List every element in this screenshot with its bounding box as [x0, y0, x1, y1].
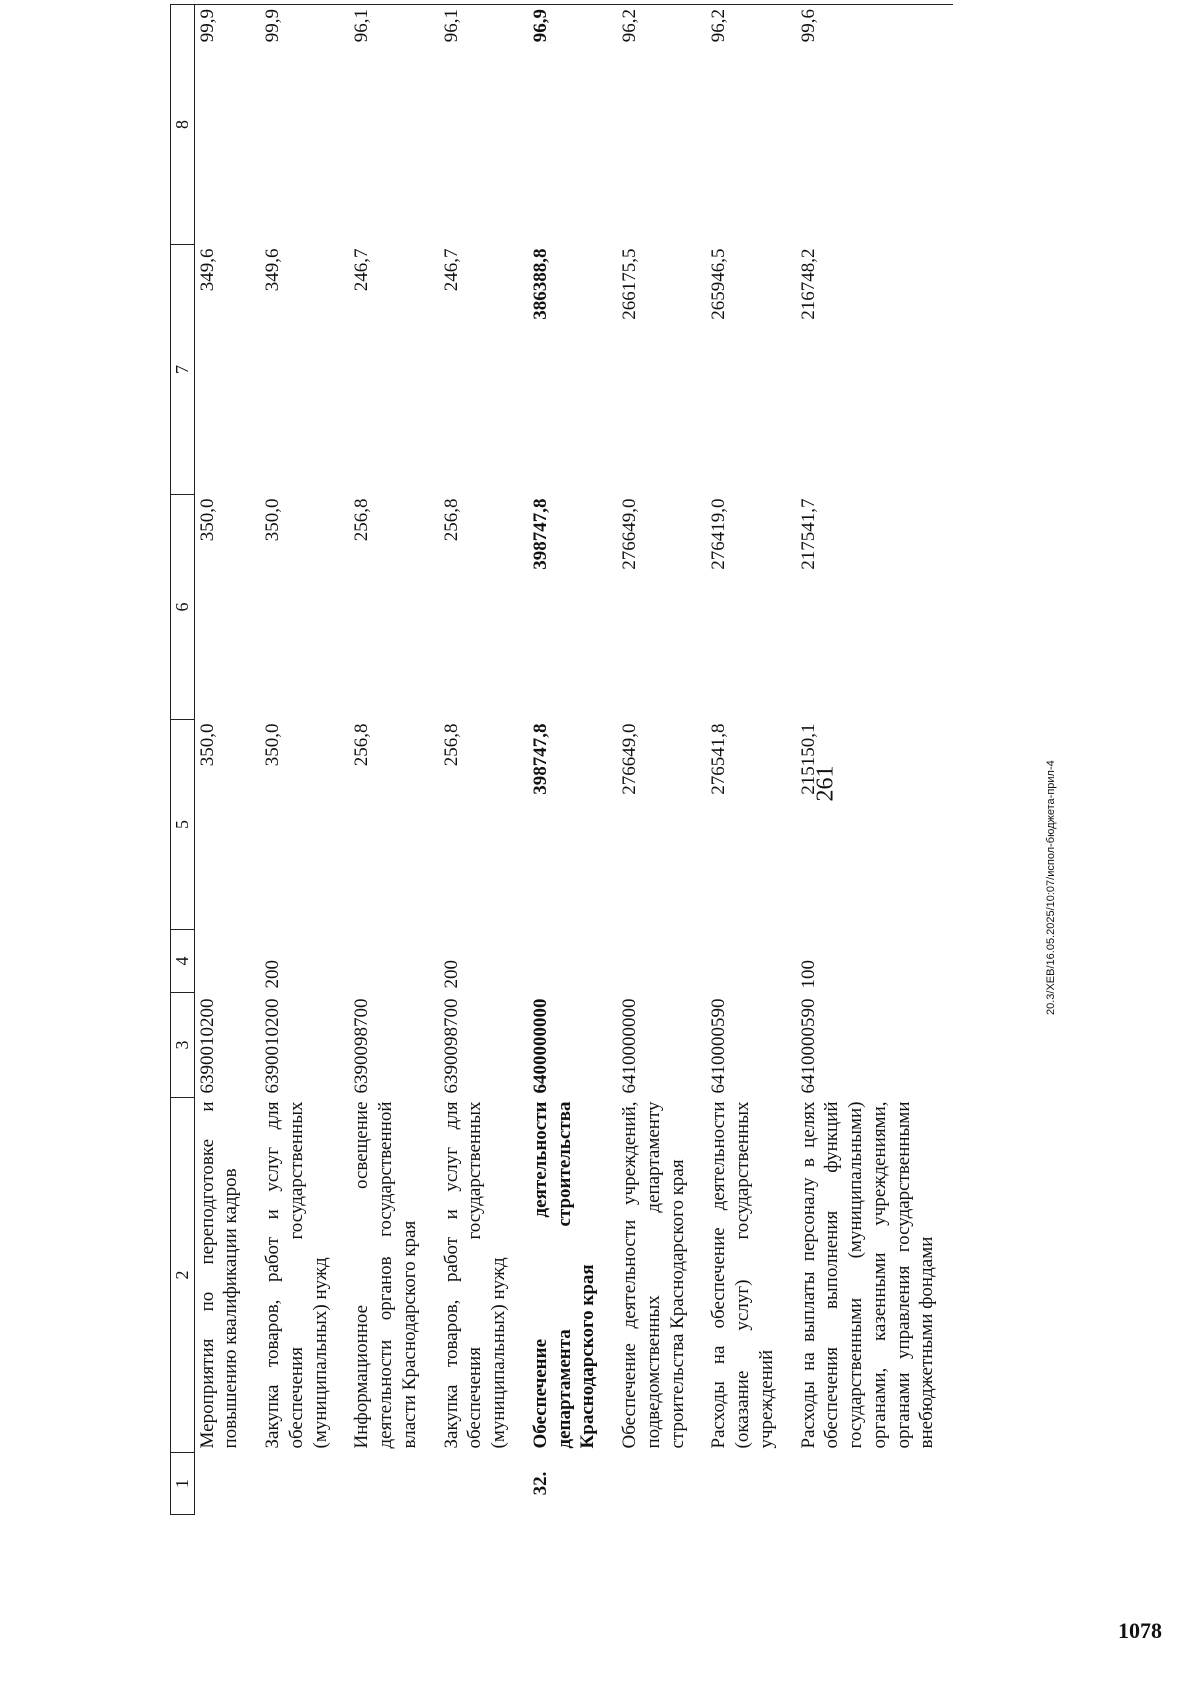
- table-row: [194, 5, 257, 1515]
- row-number: [257, 1453, 346, 1515]
- value-col6: 256,8: [440, 498, 462, 542]
- value-col5: 350,0: [262, 723, 283, 767]
- row-name: Расходы на выплаты персоналу в целях обеспечения выполнения функций государственными (муниципальными) органами, казенными учреждениями, органами управления государственными внебюджетными фондами: [797, 1101, 938, 1449]
- row-number: [194, 1453, 257, 1515]
- value-col5: 276649,0: [619, 723, 640, 795]
- target-code: 6410000590: [708, 998, 730, 1094]
- row-name: Закупка товаров, работ и услуг для обеспечения государственных (муниципальных) нужд: [262, 1101, 331, 1449]
- value-col8: 96,1: [346, 5, 435, 245]
- col-header-2: 2: [171, 1098, 195, 1453]
- value-col7: 349,6: [196, 248, 218, 292]
- row-number: [703, 1453, 792, 1515]
- value-col7: 246,7: [351, 248, 373, 292]
- value-col6: 276419,0: [708, 498, 730, 570]
- expense-type: [703, 930, 792, 993]
- target-code: 6390010200: [262, 998, 283, 1094]
- row-number: [436, 1453, 525, 1515]
- row-number: [346, 1453, 435, 1515]
- col-header-8: 8: [171, 5, 195, 245]
- col-header-5: 5: [171, 720, 195, 930]
- table-row: [793, 5, 954, 1515]
- target-code: 6390010200: [196, 998, 218, 1094]
- value-col8: 96,1: [436, 5, 525, 245]
- rotated-page-content: [150, 5, 1150, 1515]
- row-name: Обеспечение деятельности департамента строительства Краснодарского края: [529, 1101, 599, 1449]
- value-col7: 266175,5: [619, 248, 640, 320]
- table-row: [614, 5, 703, 1515]
- value-col7: 246,7: [440, 248, 462, 292]
- expense-type: [525, 930, 614, 993]
- col-header-3: 3: [171, 993, 195, 1098]
- col-header-6: 6: [171, 495, 195, 720]
- value-col7: 216748,2: [797, 248, 819, 320]
- row-name: Расходы на обеспечение деятельности (оказание услуг) государственных учреждений: [708, 1101, 777, 1449]
- value-col6: 350,0: [196, 498, 218, 542]
- value-col5: 276541,8: [708, 723, 730, 795]
- value-col6: 350,0: [262, 498, 283, 542]
- table-row: [436, 5, 525, 1515]
- col-header-1: 1: [171, 1453, 195, 1515]
- page-number: 261: [812, 765, 839, 802]
- value-col6: 217541,7: [797, 498, 819, 570]
- header-row: [171, 5, 195, 1515]
- table-row: [257, 5, 346, 1515]
- value-col7: 386388,8: [529, 248, 551, 320]
- col-header-4: 4: [171, 930, 195, 993]
- expense-type: 200: [440, 960, 462, 989]
- expense-type: [194, 930, 257, 993]
- row-name: Информационное освещение деятельности органов государственной власти Краснодарского края: [351, 1101, 420, 1449]
- value-col7: 265946,5: [708, 248, 730, 320]
- expense-type: [614, 930, 703, 993]
- value-col6: 276649,0: [619, 498, 640, 570]
- target-code: 6400000000: [529, 998, 551, 1094]
- value-col5: 398747,8: [529, 723, 551, 795]
- target-code: 6410000000: [619, 998, 640, 1094]
- budget-table: [170, 4, 953, 1515]
- expense-type: 100: [797, 960, 819, 989]
- table-row: [346, 5, 435, 1515]
- expense-type: 200: [262, 960, 283, 989]
- value-col6: 398747,8: [529, 498, 551, 570]
- value-col8: 96,9: [525, 5, 614, 245]
- target-code: 6410000590: [797, 998, 819, 1094]
- row-name: Мероприятия по переподготовке и повышению квалификации кадров: [196, 1101, 242, 1449]
- value-col5: 350,0: [196, 723, 218, 767]
- row-name: Обеспечение деятельности учреждений, подведомственных департаменту строительства Краснодарского края: [619, 1101, 688, 1449]
- row-name: Закупка товаров, работ и услуг для обеспечения государственных (муниципальных) нужд: [440, 1101, 509, 1449]
- target-code: 6390098700: [440, 998, 462, 1094]
- value-col8: 99,9: [257, 5, 346, 245]
- value-col8: 99,9: [194, 5, 257, 245]
- value-col5: 215150,1: [797, 723, 819, 795]
- document-page-number: 1078: [1118, 1618, 1162, 1643]
- value-col6: 256,8: [351, 498, 373, 542]
- table-row-section: [525, 5, 614, 1515]
- value-col5: 256,8: [440, 723, 462, 767]
- value-col8: 96,2: [614, 5, 703, 245]
- value-col8: 96,2: [703, 5, 792, 245]
- row-number: 32.: [529, 1471, 551, 1496]
- value-col7: 349,6: [262, 248, 283, 292]
- row-number: [614, 1453, 703, 1515]
- value-col8: 99,6: [793, 5, 954, 245]
- row-number: [793, 1453, 954, 1515]
- col-header-7: 7: [171, 245, 195, 495]
- target-code: 6390098700: [351, 998, 373, 1094]
- value-col5: 256,8: [351, 723, 373, 767]
- table-row: [703, 5, 792, 1515]
- footer-code: 20.3/ХЕВ/16.05.2025/10:07/испол-бюджета-прил-4: [1045, 760, 1057, 1015]
- expense-type: [346, 930, 435, 993]
